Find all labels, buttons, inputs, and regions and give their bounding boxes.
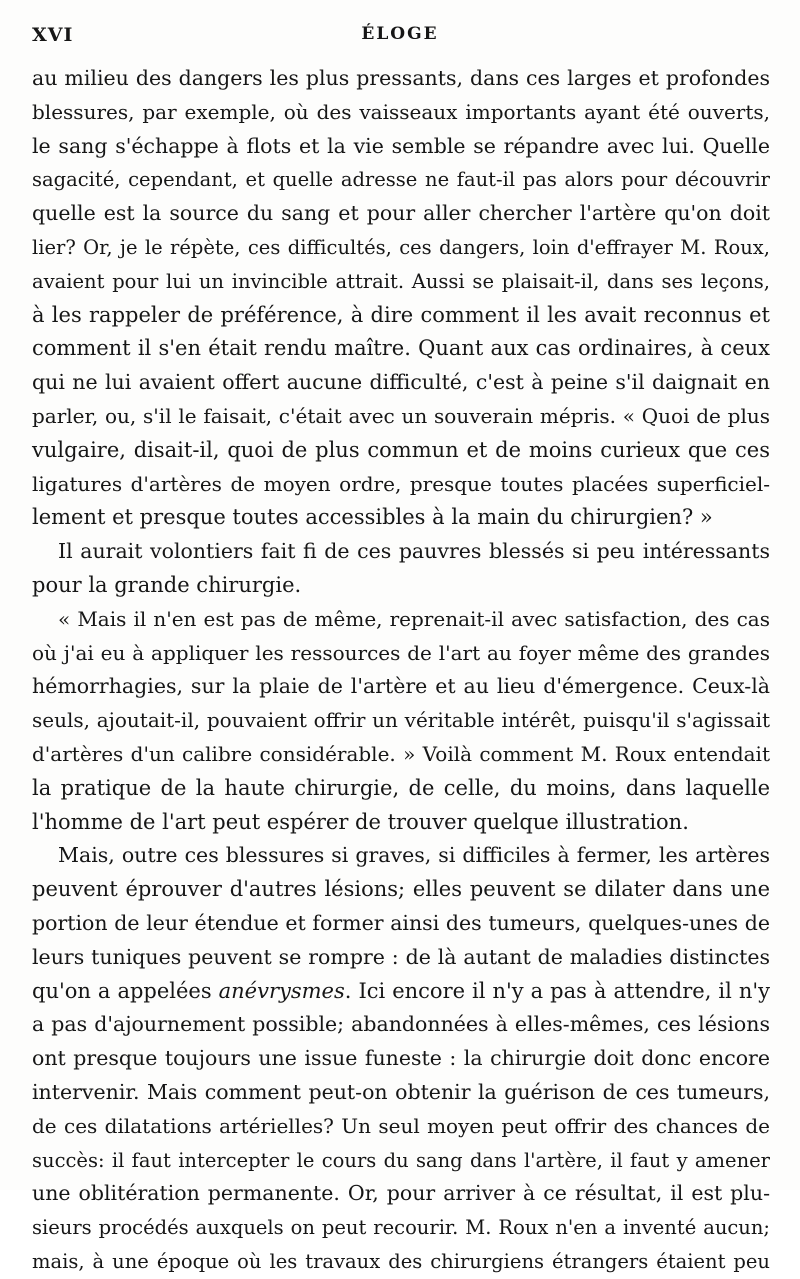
text-line: a pas d'ajournement possible; abandonnées à elles-mêmes, ces lésions — [32, 1012, 770, 1037]
text-line: à les rappeler de préférence, à dire comment il les avait reconnus et — [32, 302, 770, 327]
text-line: mais, à une époque où les travaux des chirurgiens étrangers étaient peu — [32, 1249, 770, 1273]
text-line: où j'ai eu à appliquer les ressources de l'art au foyer même des grandes — [32, 640, 770, 665]
text-line: hémorrhagies, sur la plaie de l'artère et au lieu d'émergence. Ceux-là — [32, 674, 770, 699]
text-line: quelle est la source du sang et pour aller chercher l'artère qu'on doit — [32, 201, 770, 226]
text-line — [32, 975, 770, 1009]
running-title: ÉLOGE — [361, 24, 439, 44]
text-line: sieurs procédés auxquels on peut recourir. M. Roux n'en a inventé aucun; — [32, 1216, 770, 1240]
text-line: au milieu des dangers les plus pressants, dans ces larges et profondes — [32, 66, 770, 90]
text-run: . Ici encore il n'y a pas à attendre, il n'y — [344, 978, 770, 1003]
text-line: une oblitération permanente. Or, pour arriver à ce résultat, il est plu- — [32, 1181, 770, 1206]
text-line: ligatures d'artères de moyen ordre, presque toutes placées superficiel- — [32, 471, 770, 496]
text-line: Il aurait volontiers fait fi de ces pauvres blessés si peu intéressants — [58, 539, 770, 564]
text-line: pour la grande chirurgie. — [32, 572, 302, 597]
running-head — [32, 20, 768, 50]
text-line: seuls, ajoutait-il, pouvaient offrir un véritable intérêt, puisqu'il s'agissait — [32, 708, 770, 733]
text-line: l'homme de l'art peut espérer de trouver quelque illustration. — [32, 809, 689, 834]
text-line: ont presque toujours une issue funeste : la chirurgie doit donc encore — [32, 1046, 770, 1071]
italic-term: anévrysmes — [218, 978, 345, 1003]
text-line: Mais, outre ces blessures si graves, si difficiles à fermer, les artères — [58, 843, 770, 868]
text-line: intervenir. Mais comment peut-on obtenir la guérison de ces tumeurs, — [32, 1079, 770, 1104]
text-line: vulgaire, disait-il, quoi de plus commun et de moins curieux que ces — [32, 437, 770, 462]
text-line: le sang s'échappe à flots et la vie semble se répandre avec lui. Quelle — [32, 133, 770, 158]
text-line: lement et presque toutes accessibles à la main du chirurgien? » — [32, 505, 713, 530]
text-line: « Mais il n'en est pas de même, reprenait-il avec satisfaction, des cas — [58, 606, 770, 631]
text-line: leurs tuniques peuvent se rompre : de là autant de maladies distinctes — [32, 944, 770, 969]
text-line: lier? Or, je le répète, ces difficultés, ces dangers, loin d'effrayer M. Roux, — [32, 235, 770, 259]
text-line: la pratique de la haute chirurgie, de celle, du moins, dans laquelle — [32, 775, 770, 800]
text-line: avaient pour lui un invincible attrait. Aussi se plaisait-il, dans ses leçons, — [32, 269, 770, 293]
text-line: d'artères d'un calibre considérable. » Voilà comment M. Roux entendait — [32, 741, 770, 766]
body-text — [32, 62, 770, 1279]
text-line: comment il s'en était rendu maître. Quant aux cas ordinaires, à ceux — [32, 336, 770, 361]
text-line: portion de leur étendue et former ainsi des tumeurs, quelques-unes de — [32, 910, 770, 935]
page-number: XVI — [32, 24, 74, 46]
text-line: parler, ou, s'il le faisait, c'était avec un souverain mépris. « Quoi de plus — [32, 403, 770, 428]
text-line: blessures, par exemple, où des vaisseaux importants ayant été ouverts, — [32, 99, 770, 124]
text-line: succès: il faut intercepter le cours du sang dans l'artère, il faut y amener — [32, 1148, 770, 1172]
text-line: qui ne lui avaient offert aucune difficulté, c'est à peine s'il daignait en — [32, 370, 770, 395]
text-line: peuvent éprouver d'autres lésions; elles peuvent se dilater dans une — [32, 877, 770, 902]
text-run: qu'on a appelées — [32, 978, 219, 1003]
text-line: de ces dilatations artérielles? Un seul moyen peut offrir des chances de — [32, 1113, 770, 1138]
text-line: sagacité, cependant, et quelle adresse ne faut-il pas alors pour découvrir — [32, 168, 770, 192]
